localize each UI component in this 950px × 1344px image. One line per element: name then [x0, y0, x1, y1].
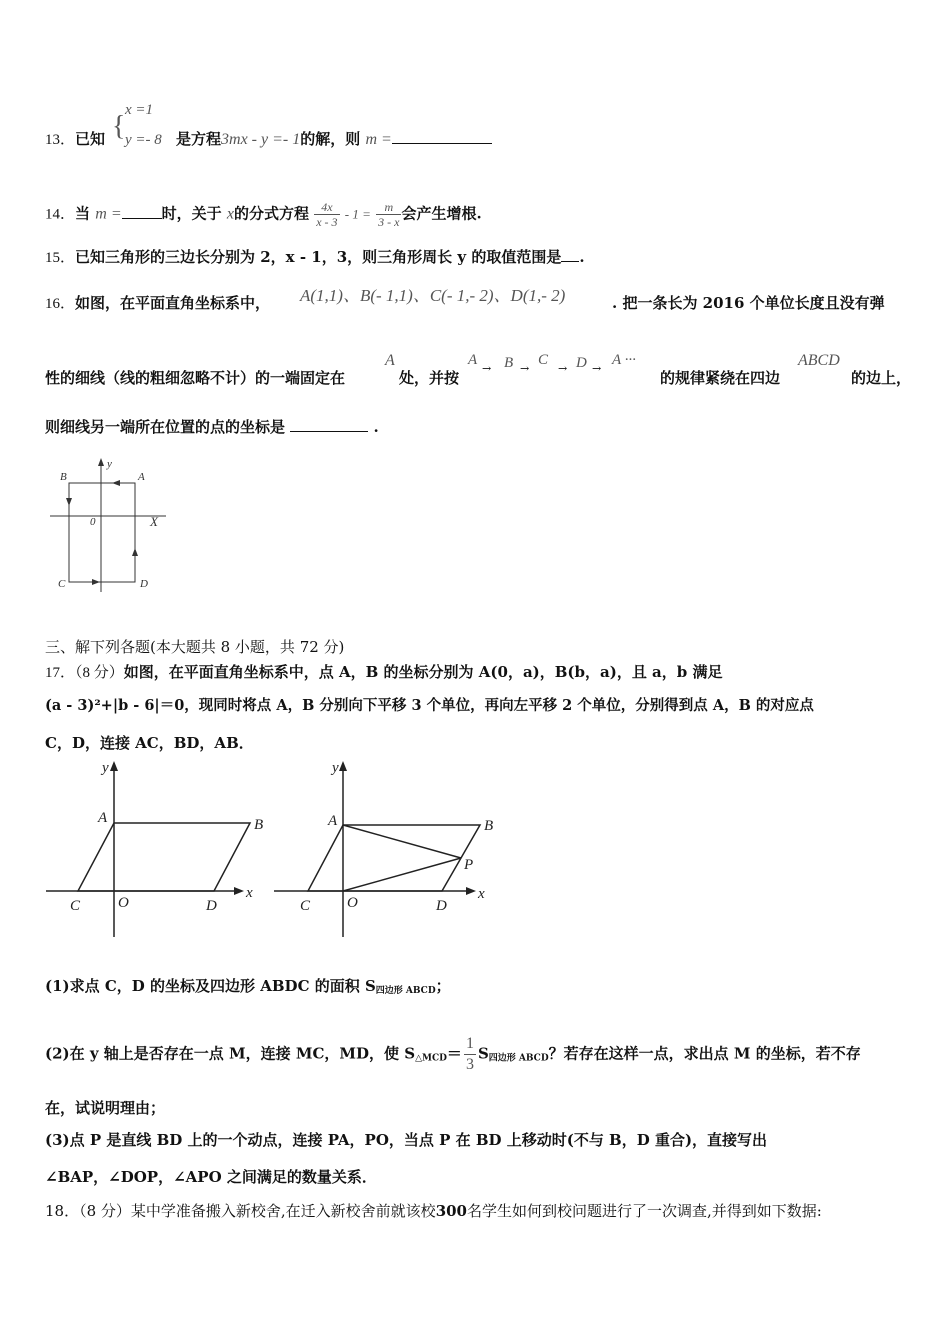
y-axis-arrow-icon — [110, 761, 118, 771]
q17-figure-2 — [272, 757, 502, 942]
q17-part1-end: ； — [435, 977, 451, 995]
seq-a-dots: A ··· — [612, 352, 636, 368]
fig-label-c: C — [58, 578, 66, 590]
q14-line — [45, 200, 482, 229]
fig2-label-d: D — [436, 898, 447, 914]
q13-ask: m = — [365, 131, 392, 148]
fig-label-d: D — [140, 578, 148, 590]
fig2-label-x: x — [478, 886, 485, 902]
q16-line3 — [45, 416, 379, 437]
fig2-label-y: y — [332, 760, 339, 776]
q18-line — [45, 1200, 822, 1221]
segment-pa — [343, 825, 461, 858]
fig-label-a: A — [138, 471, 145, 483]
x-axis-arrow-icon — [466, 887, 476, 895]
q17-part2-sub1: △MCD — [415, 1053, 447, 1064]
q18-text-a: 某中学准备搬入新校舍,在迁入新校舍前就该校 — [130, 1202, 436, 1220]
fig1-label-c: C — [70, 898, 81, 914]
q17-frac-den: 3 — [465, 1056, 474, 1073]
q17-figure-1 — [44, 757, 264, 942]
fig-label-b: B — [60, 471, 67, 483]
q17-part3-line1: (3)点 P 是直线 BD 上的一个动点，连接 PA，PO，当点 P 在 BD 上移动时(不与 B，D 重合)，直接写出 — [45, 1131, 768, 1149]
fig1-label-d: D — [206, 898, 217, 914]
q15-number: 15． — [45, 250, 76, 266]
arrow-down-icon — [66, 498, 72, 506]
fig2-label-c: C — [300, 898, 311, 914]
q13-rest — [176, 128, 492, 149]
q13-lead: 已知 — [75, 130, 106, 148]
arrow-right-icon — [92, 579, 100, 585]
q15-text: 已知三角形的三边长分别为 2，x - 1，3，则三角形周长 y 的取值范围是 — [75, 248, 562, 266]
fig1-label-a: A — [98, 810, 108, 826]
seq-a: A — [468, 352, 478, 368]
arrow-right-icon: → — [482, 362, 492, 375]
seq-c: C — [538, 352, 549, 368]
q17-part2-eq: ＝ — [446, 1044, 462, 1063]
arrow-left-icon — [112, 480, 120, 486]
q13-tail: 的解，则 — [300, 130, 361, 148]
fig2-label-a: A — [328, 813, 338, 829]
segment-po — [343, 858, 461, 891]
q17-part2 — [45, 1034, 861, 1075]
parallelogram-abdc — [308, 825, 480, 891]
q17-part2-line2: 在，试说明理由； — [45, 1099, 166, 1117]
q17-part2-sub2: 四边形 ABCD — [488, 1053, 549, 1064]
q17-line3: C，D，连接 AC，BD，AB． — [45, 734, 254, 752]
q17-part2-b: S — [477, 1044, 489, 1063]
q17-part3-line2: ∠BAP，∠DOP，∠APO 之间满足的数量关系． — [45, 1168, 377, 1186]
q16-point-a: A — [385, 352, 395, 369]
x-axis-arrow-icon — [234, 887, 244, 895]
q14-frac2-num: m — [376, 200, 401, 215]
q16-line2 — [45, 367, 345, 388]
q14-frac2-den: 3 - x — [378, 215, 400, 229]
q14-var-m: m = — [95, 205, 122, 223]
y-axis-arrow-icon — [339, 761, 347, 771]
fig1-label-y: y — [102, 760, 109, 776]
q16-sequence — [468, 352, 648, 382]
seq-d: D — [576, 355, 587, 371]
q14-mid: 时，关于 — [161, 204, 222, 223]
fig-label-x: X — [150, 514, 158, 529]
q14-number: 14． — [45, 206, 76, 223]
q14-mid2: 的分式方程 — [233, 204, 309, 223]
q17-part2-c: ？若存在这样一点，求出点 M 的坐标，若不存 — [548, 1044, 861, 1063]
q16-line2-d: 的边上， — [851, 369, 912, 387]
q17-frac-num: 1 — [464, 1034, 476, 1055]
q16-number: 16． — [45, 296, 76, 312]
arrow-right-icon: → — [520, 362, 530, 375]
q17-line2: (a - 3)²+|b - 6|＝0，现同时将点 A，B 分别向下平移 3 个单位，再向左平移 2 个单位，分别得到点 A，B 的对应点 — [45, 697, 814, 714]
fig1-label-b: B — [254, 817, 264, 833]
arrow-right-icon: → — [592, 362, 602, 375]
q14-fraction-1 — [314, 200, 339, 229]
q17-score: （8 分） — [75, 665, 124, 681]
q16-line1-tail: . 把一条长为 2016 个单位长度且没有弹 — [612, 294, 885, 312]
fig1-label-o: O — [118, 895, 129, 911]
fig2-label-p: P — [464, 857, 474, 873]
q18-count: 300 — [435, 1202, 467, 1220]
q16-line2-a: 性的细线（线的粗细忽略不计）的一端固定在 — [45, 369, 346, 387]
q13-mid: 是方程 — [176, 130, 222, 148]
q16-line2-c: 的规律紧绕在四边 — [660, 369, 781, 387]
seq-b: B — [504, 355, 514, 371]
q14-frac1-den: x - 3 — [316, 215, 338, 229]
arrow-up-icon — [132, 548, 138, 556]
q14-lead: 当 — [75, 204, 91, 223]
q14-var-x: x — [226, 205, 234, 223]
q14-fraction-2 — [376, 200, 401, 229]
fig-label-o: 0 — [90, 516, 96, 528]
q18-score: （8 分） — [79, 1202, 131, 1220]
q17-part2-a: (2)在 y 轴上是否存在一点 M，连接 MC，MD，使 S — [45, 1044, 416, 1063]
parallelogram-abdc — [78, 823, 250, 891]
q14-tail: 会产生增根. — [401, 204, 482, 223]
brace-icon: { — [112, 111, 126, 142]
q15-answer-blank[interactable] — [561, 261, 579, 262]
arrow-right-icon: → — [558, 362, 568, 375]
q13-system-line2: y =- 8 — [125, 132, 162, 148]
q17-line1-text: 如图，在平面直角坐标系中，点 A，B 的坐标分别为 A(0，a)，B(b，a)，且 a，b 满足 — [123, 663, 723, 681]
q15-tail: . — [579, 248, 585, 266]
q17-part1-sub: 四边形 ABCD — [375, 986, 436, 996]
q16-line1 — [45, 292, 270, 313]
q17-part1-text: (1)求点 C，D 的坐标及四边形 ABDC 的面积 S — [45, 977, 376, 995]
q16-lead: 如图，在平面直角坐标系中， — [75, 294, 271, 312]
fig2-label-o: O — [347, 895, 358, 911]
q17-part1 — [45, 975, 451, 996]
q16-answer-blank[interactable] — [290, 431, 368, 432]
q13-system-line1: x =1 — [125, 102, 154, 118]
q16-figure — [44, 456, 174, 596]
q14-minus-one: - 1 = — [344, 206, 371, 222]
q15-line — [45, 246, 585, 267]
q13-number: 13． — [45, 132, 76, 148]
q16-points: A(1,1)、B(- 1,1)、C(- 1,- 2)、D(1,- 2) — [300, 286, 566, 305]
q14-answer-blank[interactable] — [122, 218, 162, 219]
q18-text-b: 名学生如何到校问题进行了一次调查,并得到如下数据: — [467, 1202, 822, 1220]
q13-line — [45, 128, 105, 149]
q14-frac1-num: 4x — [314, 200, 339, 215]
q17-part2-fraction — [464, 1034, 476, 1075]
fig2-label-b: B — [484, 818, 494, 834]
q17-line1 — [45, 661, 723, 682]
y-axis-arrow-icon — [98, 458, 104, 466]
q16-shape: ABCD — [798, 352, 840, 369]
rectangle-abcd — [69, 483, 135, 582]
q16-line3-text: 则细线另一端所在位置的点的坐标是 — [45, 418, 286, 436]
q16-line2-b: 处，并按 — [399, 369, 460, 387]
fig1-label-x: x — [246, 885, 253, 901]
q13-answer-blank[interactable] — [392, 143, 492, 144]
q18-number: 18． — [45, 1202, 80, 1220]
q16-line3-tail: . — [373, 418, 379, 436]
q17-number: 17． — [45, 665, 76, 681]
fig-label-y: y — [107, 458, 112, 470]
section-3-title: 三、解下列各题(本大题共 8 小题，共 72 分) — [45, 638, 345, 656]
q13-equation: 3mx - y =- 1 — [221, 131, 301, 148]
